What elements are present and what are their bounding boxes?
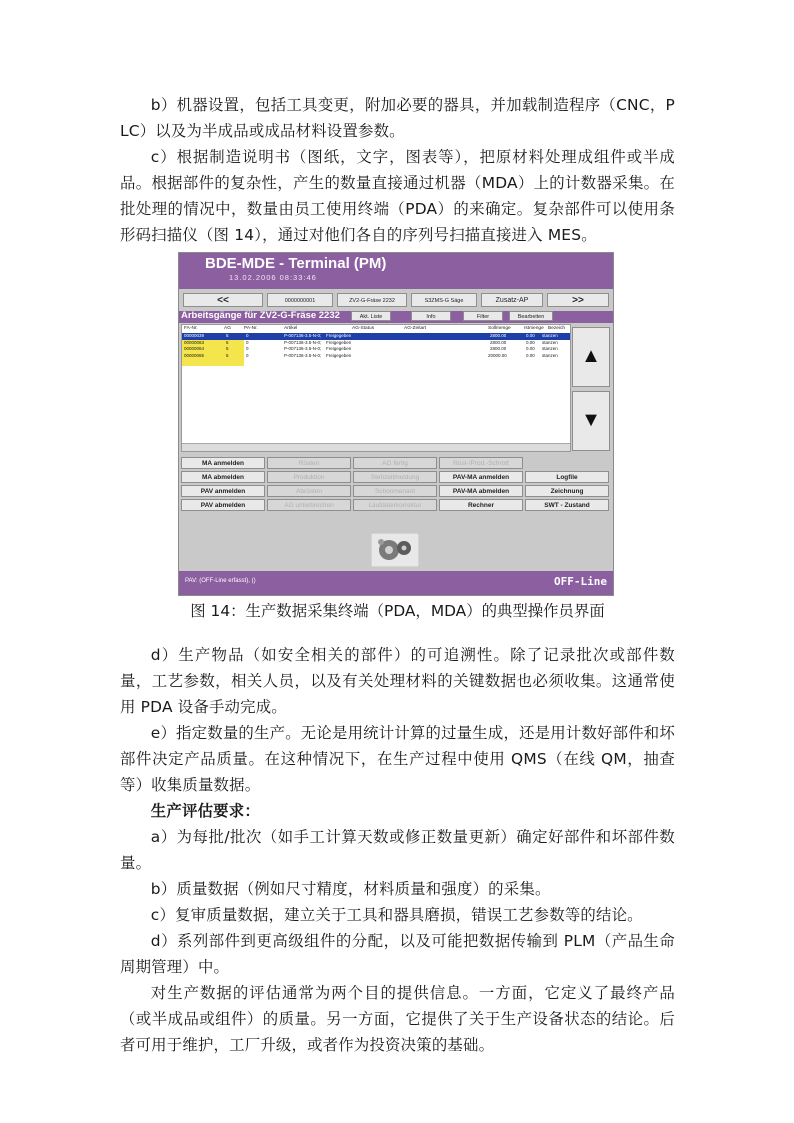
operation-done-button[interactable]: AG fertig <box>353 457 437 469</box>
cell: 0 <box>246 352 249 358</box>
cell: 0.00 <box>526 333 535 338</box>
horizontal-scrollbar[interactable] <box>182 443 570 451</box>
nav-machine-2-button[interactable]: S3ZMS-G Säge <box>411 293 477 307</box>
table-row[interactable] <box>182 353 570 360</box>
cell: 0.00 <box>526 339 535 345</box>
downtime-report-button[interactable]: Stehzeitmeldung <box>353 471 437 483</box>
production-button[interactable]: Produktion <box>267 471 351 483</box>
scroll-down-button[interactable] <box>572 391 610 451</box>
terminal-subheader <box>179 311 613 323</box>
cell: 0 <box>246 333 249 338</box>
paragraph-req-a: a）为每批/批次（如手工计算天数或修正数量更新）确定好部件和坏部件数量。 <box>120 828 675 872</box>
scroll-up-button[interactable] <box>572 327 610 387</box>
cell: P-007136-3.5-N-0; <box>284 339 322 345</box>
column-header: Sollmenge <box>488 326 511 331</box>
cell: 00000063 <box>184 339 205 345</box>
paragraph-d: d）生产物品（如安全相关的部件）的可追溯性。除了记录批次或部件数量，工艺参数，相关人员，以及有关处理材料的关键数据也必须收集。这通常使用 PDA 设备手动完成。 <box>120 646 675 716</box>
offline-indicator: OFF-Line <box>554 575 607 588</box>
figure-caption: 图 14：生产数据采集终端（PDA，MDA）的典型操作员界面 <box>190 602 605 620</box>
nav-order-button[interactable]: 0000000001 <box>267 293 333 307</box>
pav-ma-login-button[interactable]: PAV-MA anmelden <box>439 471 523 483</box>
column-header: AG-Status <box>352 326 375 331</box>
cell: 5 <box>226 339 229 345</box>
paragraph-e: e）指定数量的生产。无论是用统计计算的过量生成，还是用计数好部件和坏部件决定产品质量。在这种情况下，在生产过程中使用 QMS（在线 QM，抽查等）收集质量数据。 <box>120 724 675 794</box>
nav-next-button[interactable]: >> <box>547 293 609 307</box>
cell: 00000039 <box>184 333 205 338</box>
paragraph-req-b: b）质量数据（例如尺寸精度，材料质量和强度）的采集。 <box>150 880 551 898</box>
nav-prev-button[interactable]: << <box>183 293 263 307</box>
pav-ma-logout-button[interactable]: PAV-MA abmelden <box>439 485 523 497</box>
operations-table <box>181 324 571 452</box>
runtime-correction-button[interactable]: Laufdaterkorrektur <box>353 499 437 511</box>
column-header: Bezeich <box>548 326 566 331</box>
pav-login-button[interactable]: PAV anmelden <box>181 485 265 497</box>
empty-slot <box>525 457 609 469</box>
cell: 2800.00 <box>490 346 507 351</box>
triangle-down-icon: ▼ <box>581 409 601 431</box>
swt-status-button[interactable]: SWT - Zustand <box>525 499 609 511</box>
status-text: PAV: (OFF-Line erfasst), () <box>185 578 256 584</box>
cell: 2800.00 <box>490 333 507 338</box>
cell: 0 <box>246 339 249 345</box>
column-header: Artikel <box>284 326 298 331</box>
cell: stanzen <box>542 333 558 338</box>
cell: stanzen <box>542 339 558 345</box>
logout-employee-button[interactable]: MA abmelden <box>181 471 265 483</box>
cell: P-007136-3.5-N-0; <box>284 346 322 351</box>
paragraph-b: b）机器设置，包括工具变更，附加必要的器具，并加载制造程序（CNC，PLC）以及为半成品或成品材料设置参数。 <box>120 96 675 140</box>
column-header: Istmenge <box>524 326 544 331</box>
paragraph-c: c）根据制造说明书（图纸，文字，图表等），把原材料处理成组件或半成品。根据部件的复杂性，产生的数量直接通过机器（MDA）上的计数器采集。在批处理的情况中，数量由员工使用终端（PDA）的来确定。复杂部件可以使用条形码扫描仪（图 14），通过对他们各自的序列号扫描直接进入 MES。 <box>120 148 675 244</box>
cell: Freigegeben <box>326 352 352 358</box>
cell: 00000065 <box>184 352 205 358</box>
cell: 00000064 <box>184 346 205 351</box>
interrupt-operation-button[interactable]: AG unterbrechen <box>267 499 351 511</box>
cell: 0.00 <box>526 346 535 351</box>
cell: 5 <box>226 352 229 358</box>
cell: stanzen <box>542 346 558 351</box>
column-header: PA-Nr. <box>244 326 258 331</box>
section-heading: 生产评估要求： <box>150 802 260 820</box>
triangle-up-icon: ▲ <box>581 345 601 367</box>
drawing-button[interactable]: Zeichnung <box>525 485 609 497</box>
cell: Freigegeben <box>326 333 352 338</box>
terminal-nav-row <box>183 293 609 309</box>
column-header: AG <box>224 326 231 331</box>
paragraph-req-d: d）系列部件到更高级组件的分配，以及可能把数据传输到 PLM（产品生命周期管理）中。 <box>120 932 675 976</box>
cell: Freigegeben <box>326 339 352 345</box>
nav-extra-ap-button[interactable]: Zusatz-AP <box>481 293 543 307</box>
scrap-button[interactable]: Rüst-/Prod.-Schrott <box>439 457 523 469</box>
cell: 5 <box>226 346 229 351</box>
teardown-button[interactable]: Abrüsten <box>267 485 351 497</box>
cell: 0.00 <box>526 352 535 358</box>
terminal-title: BDE-MDE - Terminal (PM) <box>205 255 387 272</box>
info-button[interactable]: Info <box>411 311 451 321</box>
cell: P-007136-3.5-N-0; <box>284 333 322 338</box>
column-header: AG-Zeitart <box>404 326 427 331</box>
terminal-footer <box>179 571 613 595</box>
setup-button[interactable]: Rüsten <box>267 457 351 469</box>
quantity-button[interactable]: Schonmenant <box>353 485 437 497</box>
column-header: FA-Nr. <box>184 326 198 331</box>
cell: 0 <box>246 346 249 351</box>
terminal-subtitle: Arbeitsgänge für ZV2-G-Fräse 2232 <box>181 310 340 321</box>
terminal-header <box>179 253 613 289</box>
edit-button[interactable]: Bearbeiten <box>509 311 553 321</box>
cell: 20000.00 <box>488 352 507 358</box>
pav-logout-button[interactable]: PAV abmelden <box>181 499 265 511</box>
nav-machine-1-button[interactable]: ZV2-G-Fräse 2232 <box>337 293 407 307</box>
cell: Freigegeben <box>326 346 352 351</box>
filter-button[interactable]: Filter <box>463 311 503 321</box>
logfile-button[interactable]: Logfile <box>525 471 609 483</box>
cell: 2800.00 <box>490 339 507 345</box>
document-page <box>120 92 675 1058</box>
paragraph-summary: 对生产数据的评估通常为两个目的提供信息。一方面，它定义了最终产品（或半成品或组件）的质量。另一方面，它提供了关于生产设备状态的结论。后者可用于维护，工厂升级，或者作为投资决策的基础。 <box>120 984 675 1054</box>
terminal-figure <box>178 252 614 596</box>
calculator-button[interactable]: Rechner <box>439 499 523 511</box>
cell: P-007136-3.5-N-0; <box>284 352 322 358</box>
paragraph-req-c: c）复审质量数据，建立关于工具和器具磨损，错误工艺参数等的结论。 <box>150 906 643 924</box>
terminal-datetime: 13.02.2006 08:33:46 <box>229 273 317 282</box>
cell: 5 <box>226 333 229 338</box>
cell: stanzen <box>542 352 558 358</box>
gear-machine-icon <box>371 533 419 567</box>
current-list-button[interactable]: Akt. Liste <box>351 311 391 321</box>
login-employee-button[interactable]: MA anmelden <box>181 457 265 469</box>
